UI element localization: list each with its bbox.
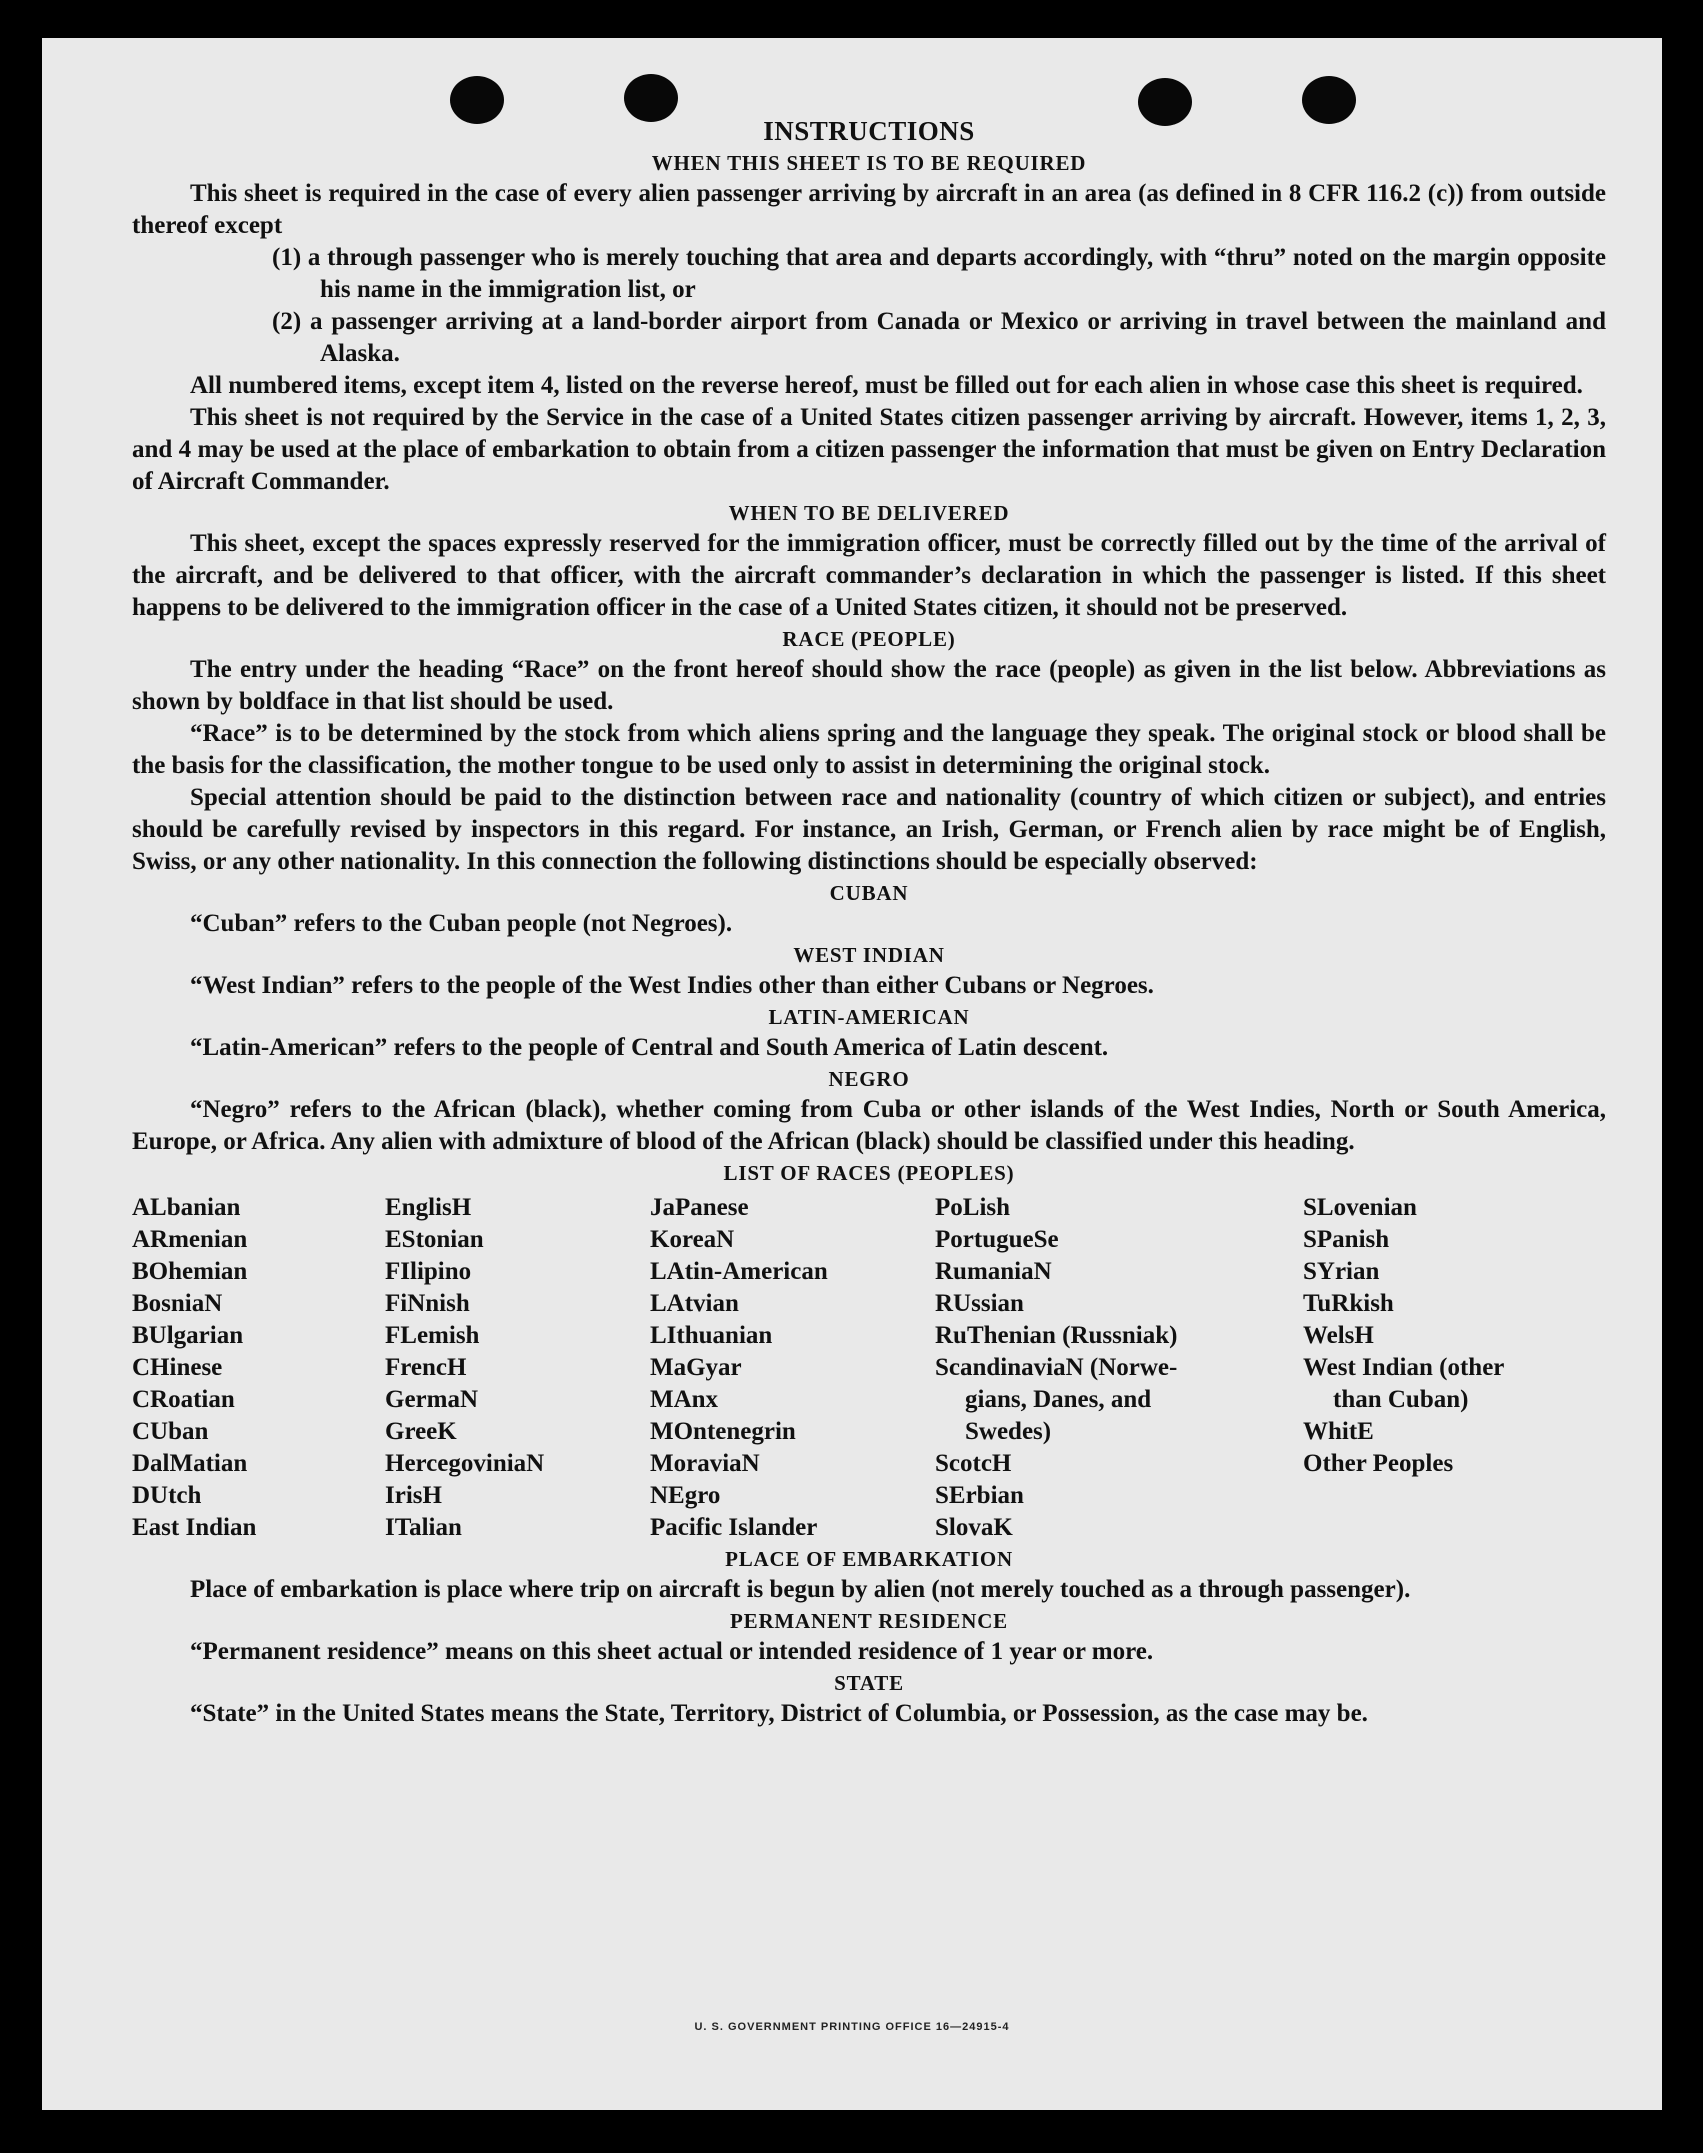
- section-heading-delivered: WHEN TO BE DELIVERED: [728, 501, 1010, 525]
- section-heading-embarkation: PLACE OF EMBARKATION: [725, 1547, 1013, 1571]
- race-entry: WhitE: [1303, 1418, 1374, 1445]
- race-entry: LAtvian: [650, 1290, 739, 1317]
- race-entry: BUlgarian: [132, 1322, 244, 1349]
- race-column: [132, 1192, 385, 1544]
- section-heading-required: WHEN THIS SHEET IS TO BE REQUIRED: [651, 151, 1087, 175]
- race-entry: IrisH: [385, 1482, 442, 1509]
- race-entry: MaGyar: [650, 1354, 742, 1381]
- paragraph: “Race” is to be determined by the stock from which aliens spring and the language they speak. The original stock or blood shall be the basis for the classification, the mother tongue to be used only to assist in determining the original stock.: [132, 720, 1606, 779]
- race-column: [1303, 1192, 1603, 1544]
- race-entry: MOntenegrin: [650, 1418, 796, 1445]
- race-entry: SlovaK: [935, 1514, 1013, 1541]
- section-heading-latin-american: LATIN-AMERICAN: [768, 1005, 970, 1029]
- section-heading-negro: NEGRO: [828, 1067, 910, 1091]
- race-entry: DalMatian: [132, 1450, 248, 1477]
- race-entry: PoLish: [935, 1194, 1011, 1221]
- race-entry: ScotcH: [935, 1450, 1012, 1477]
- race-entry: ARmenian: [132, 1226, 248, 1253]
- document-page: [42, 38, 1662, 2110]
- paragraph: The entry under the heading “Race” on the front hereof should show the race (people) as given in the list below. Abbreviations as shown by boldface in that list should be used.: [132, 656, 1606, 715]
- paragraph: “Cuban” refers to the Cuban people (not Negroes).: [190, 910, 733, 937]
- race-entry: NEgro: [650, 1482, 721, 1509]
- instructions-content: [132, 108, 1606, 1730]
- list-of-races-heading: LIST OF RACES (PEOPLES): [723, 1161, 1015, 1185]
- race-entry: PortugueSe: [935, 1226, 1059, 1253]
- paragraph: Place of embarkation is place where trip on aircraft is begun by alien (not merely touched as a through passenger).: [190, 1576, 1411, 1603]
- race-entry: Swedes): [965, 1418, 1052, 1445]
- section-heading-state: STATE: [834, 1671, 904, 1695]
- paragraph: This sheet is required in the case of every alien passenger arriving by aircraft in an area (as defined in 8 CFR 116.2 (c)) from outside thereof except: [132, 180, 1606, 239]
- race-entry: GreeK: [385, 1418, 457, 1445]
- race-column: [935, 1192, 1303, 1544]
- race-entry: RuThenian (Russniak): [935, 1322, 1178, 1349]
- list-item: (1) a through passenger who is merely touching that area and departs accordingly, with “thru” noted on the margin opposite his name in the immigration list, or: [272, 244, 1606, 303]
- race-entry: gians, Danes, and: [965, 1386, 1152, 1413]
- page-title: INSTRUCTIONS: [763, 116, 975, 146]
- race-entry: BOhemian: [132, 1258, 248, 1285]
- race-entry: ScandinaviaN (Norwe-: [935, 1354, 1178, 1381]
- race-entry: LIthuanian: [650, 1322, 773, 1349]
- race-entry: DUtch: [132, 1482, 202, 1509]
- race-entry: LAtin-American: [650, 1258, 828, 1285]
- printer-imprint: U. S. GOVERNMENT PRINTING OFFICE 16—24915-4: [694, 2021, 1010, 2033]
- section-heading-cuban: CUBAN: [829, 881, 909, 905]
- race-entry: TuRkish: [1303, 1290, 1394, 1317]
- paragraph: “Negro” refers to the African (black), whether coming from Cuba or other islands of the West Indies, North or South America, Europe, or Africa. Any alien with admixture of blood of the African (black) should be classified under this heading.: [132, 1096, 1606, 1155]
- race-entry: EnglisH: [385, 1194, 472, 1221]
- list-item: (2) a passenger arriving at a land-border airport from Canada or Mexico or arriving in travel between the mainland and Alaska.: [272, 308, 1606, 367]
- race-entry: GermaN: [385, 1386, 479, 1413]
- race-entry: ALbanian: [132, 1194, 241, 1221]
- section-heading-race: RACE (PEOPLE): [782, 627, 956, 651]
- race-entry: ITalian: [385, 1514, 462, 1541]
- race-entry: WelsH: [1303, 1322, 1374, 1349]
- race-entry: FrencH: [385, 1354, 467, 1381]
- paragraph: “State” in the United States means the State, Territory, District of Columbia, or Possession, as the case may be.: [190, 1700, 1368, 1727]
- paragraph: “West Indian” refers to the people of the West Indies other than either Cubans or Negroes.: [190, 972, 1154, 999]
- race-entry: CHinese: [132, 1354, 223, 1381]
- race-entry: CUban: [132, 1418, 209, 1445]
- race-entry: MoraviaN: [650, 1450, 760, 1477]
- paragraph: All numbered items, except item 4, listed on the reverse hereof, must be filled out for each alien in whose case this sheet is required.: [190, 372, 1583, 399]
- race-entry: FiNnish: [385, 1290, 470, 1317]
- race-column: [650, 1192, 935, 1544]
- paragraph: “Permanent residence” means on this sheet actual or intended residence of 1 year or more.: [190, 1638, 1154, 1665]
- paragraph: This sheet, except the spaces expressly reserved for the immigration officer, must be correctly filled out by the time of the arrival of the aircraft, and be delivered to that officer, with the aircraft commander’s declaration in which the passenger is listed. If this sheet happens to be delivered to the immigration officer in the case of a United States citizen, it should not be preserved.: [132, 530, 1606, 621]
- paragraph: “Latin-American” refers to the people of Central and South America of Latin descent.: [190, 1034, 1109, 1061]
- race-entry: HercegoviniaN: [385, 1450, 545, 1477]
- races-list: [132, 1192, 1606, 1544]
- race-entry: CRoatian: [132, 1386, 235, 1413]
- race-entry: JaPanese: [650, 1194, 749, 1221]
- race-entry: FIlipino: [385, 1258, 472, 1285]
- race-entry: Other Peoples: [1303, 1450, 1454, 1477]
- race-entry: East Indian: [132, 1514, 257, 1541]
- race-entry: KoreaN: [650, 1226, 735, 1253]
- section-heading-west-indian: WEST INDIAN: [793, 943, 945, 967]
- race-entry: SPanish: [1303, 1226, 1390, 1253]
- race-entry: RumaniaN: [935, 1258, 1052, 1285]
- race-entry: EStonian: [385, 1226, 484, 1253]
- race-entry: than Cuban): [1333, 1386, 1469, 1413]
- race-entry: BosniaN: [132, 1290, 223, 1317]
- race-entry: SYrian: [1303, 1258, 1380, 1285]
- race-entry: FLemish: [385, 1322, 480, 1349]
- race-entry: West Indian (other: [1303, 1354, 1505, 1381]
- race-entry: RUssian: [935, 1290, 1024, 1317]
- race-entry: SLovenian: [1303, 1194, 1417, 1221]
- race-entry: Pacific Islander: [650, 1514, 818, 1541]
- section-heading-residence: PERMANENT RESIDENCE: [730, 1609, 1008, 1633]
- paragraph: Special attention should be paid to the distinction between race and nationality (country of which citizen or subject), and entries should be carefully revised by inspectors in this regard. For instance, an Irish, German, or French alien by race might be of English, Swiss, or any other nationality. In this connection the following distinctions should be especially observed:: [132, 784, 1606, 875]
- race-column: [385, 1192, 650, 1544]
- race-entry: MAnx: [650, 1386, 719, 1413]
- paragraph: This sheet is not required by the Service in the case of a United States citizen passenger arriving by aircraft. However, items 1, 2, 3, and 4 may be used at the place of embarkation to obtain from a citizen passenger the information that must be given on Entry Declaration of Aircraft Commander.: [132, 404, 1606, 495]
- race-entry: SErbian: [935, 1482, 1024, 1509]
